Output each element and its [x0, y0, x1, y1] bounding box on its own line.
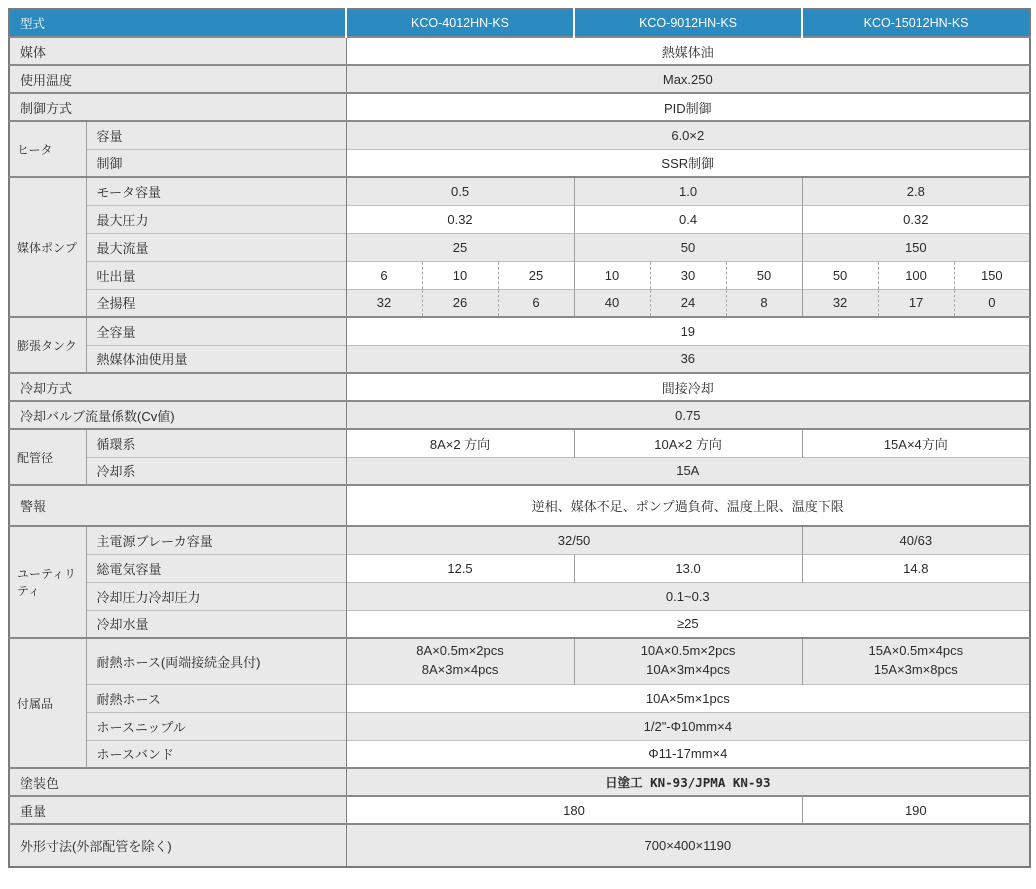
row-weight [9, 796, 1030, 824]
value-cell: 100 [878, 261, 954, 289]
row-utility-electric [9, 554, 1030, 582]
value-cell [346, 638, 574, 684]
row-label: 全容量 [86, 317, 346, 345]
row-label: 最大流量 [86, 233, 346, 261]
row-label: 容量 [86, 121, 346, 149]
model-header-2: KCO-9012HN-KS [574, 9, 802, 37]
row-label: 循環系 [86, 429, 346, 457]
value-cell: 間接冷却 [346, 373, 1030, 401]
row-accessories-hose [9, 684, 1030, 712]
value-cell: 24 [650, 289, 726, 317]
value-cell: 15A [346, 457, 1030, 485]
value-cell: 逆相、媒体不足、ポンプ過負荷、温度上限、温度下限 [346, 485, 1030, 526]
value-cell: 25 [498, 261, 574, 289]
value-cell: 150 [802, 233, 1030, 261]
row-tank-oil [9, 345, 1030, 373]
value-cell: 32/50 [346, 526, 802, 554]
row-media [9, 37, 1030, 65]
row-utility-water [9, 610, 1030, 638]
row-temperature [9, 65, 1030, 93]
value-cell [802, 638, 1030, 684]
row-pump-discharge [9, 261, 1030, 289]
value-cell: 10 [422, 261, 498, 289]
row-accessories-band [9, 740, 1030, 768]
row-label: 塗装色 [9, 768, 346, 796]
value-cell: 26 [422, 289, 498, 317]
row-label: 耐熱ホース [86, 684, 346, 712]
value-cell: 40/63 [802, 526, 1030, 554]
row-label: ホースニップル [86, 712, 346, 740]
row-label: 吐出量 [86, 261, 346, 289]
value-cell: 14.8 [802, 554, 1030, 582]
value-cell: 19 [346, 317, 1030, 345]
value-cell: 30 [650, 261, 726, 289]
group-label-piping: 配管径 [9, 429, 86, 485]
value-line: 10A×0.5m×2pcs [640, 643, 736, 659]
value-cell: 180 [346, 796, 802, 824]
group-label-pump: 媒体ポンプ [9, 177, 86, 317]
value-line: 15A×0.5m×4pcs [868, 643, 964, 659]
row-label: 外形寸法(外部配管を除く) [9, 824, 346, 867]
row-utility-breaker [9, 526, 1030, 554]
value-cell: 40 [574, 289, 650, 317]
value-cell: 10A×2 方向 [574, 429, 802, 457]
value-cell: 12.5 [346, 554, 574, 582]
row-label: モータ容量 [86, 177, 346, 205]
row-label: 耐熱ホース(両端接続金具付) [86, 638, 346, 684]
row-label: 熱媒体油使用量 [86, 345, 346, 373]
row-label: 冷却系 [86, 457, 346, 485]
row-heater-control [9, 149, 1030, 177]
row-label: 冷却水量 [86, 610, 346, 638]
value-cell: 17 [878, 289, 954, 317]
row-alarm [9, 485, 1030, 526]
row-accessories-nipple [9, 712, 1030, 740]
value-cell: 10A×5m×1pcs [346, 684, 1030, 712]
row-label: 総電気容量 [86, 554, 346, 582]
value-cell: 日塗工 KN-93/JPMA KN-93 [346, 768, 1030, 796]
row-accessories-hose-fitted [9, 638, 1030, 684]
row-label: 警報 [9, 485, 346, 526]
value-cell: 50 [802, 261, 878, 289]
value-cell: 0.5 [346, 177, 574, 205]
row-pump-max-flow [9, 233, 1030, 261]
row-label: 使用温度 [9, 65, 346, 93]
row-pump-max-pressure [9, 205, 1030, 233]
value-cell: 25 [346, 233, 574, 261]
value-cell: 6.0×2 [346, 121, 1030, 149]
row-heater-capacity [9, 121, 1030, 149]
value-cell: 6 [346, 261, 422, 289]
value-cell: 700×400×1190 [346, 824, 1030, 867]
row-label: 最大圧力 [86, 205, 346, 233]
value-cell: 熱媒体油 [346, 37, 1030, 65]
value-line: 10A×3m×4pcs [646, 662, 730, 678]
value-cell: 6 [498, 289, 574, 317]
group-label-heater: ヒータ [9, 121, 86, 177]
row-label: 全揚程 [86, 289, 346, 317]
header-row [9, 9, 1030, 37]
value-cell: 0.32 [802, 205, 1030, 233]
value-cell: 13.0 [574, 554, 802, 582]
value-cell: ≥25 [346, 610, 1030, 638]
model-header-1: KCO-4012HN-KS [346, 9, 574, 37]
row-label: 重量 [9, 796, 346, 824]
value-cell: SSR制御 [346, 149, 1030, 177]
value-cell: 32 [802, 289, 878, 317]
group-label-tank: 膨張タンク [9, 317, 86, 373]
value-line: 15A×3m×8pcs [873, 662, 958, 678]
value-cell: 8 [726, 289, 802, 317]
row-cv-value [9, 401, 1030, 429]
spec-table [8, 8, 1031, 868]
value-cell: Max.250 [346, 65, 1030, 93]
value-cell: 0.4 [574, 205, 802, 233]
value-cell: 150 [954, 261, 1030, 289]
row-utility-pressure [9, 582, 1030, 610]
row-dimensions [9, 824, 1030, 867]
value-cell: 1.0 [574, 177, 802, 205]
row-piping-circulation [9, 429, 1030, 457]
value-line: 8A×0.5m×2pcs [416, 643, 504, 659]
row-cooling-method [9, 373, 1030, 401]
value-line: 8A×3m×4pcs [421, 662, 499, 678]
row-label: 制御方式 [9, 93, 346, 121]
value-cell: 10 [574, 261, 650, 289]
value-cell: 0.75 [346, 401, 1030, 429]
value-cell: 8A×2 方向 [346, 429, 574, 457]
row-tank-total [9, 317, 1030, 345]
row-label: 冷却圧力冷却圧力 [86, 582, 346, 610]
value-cell: 0 [954, 289, 1030, 317]
value-cell: 50 [574, 233, 802, 261]
model-header-3: KCO-15012HN-KS [802, 9, 1030, 37]
row-label: ホースバンド [86, 740, 346, 768]
row-label: 冷却方式 [9, 373, 346, 401]
model-column-title: 型式 [9, 9, 346, 37]
row-pump-motor [9, 177, 1030, 205]
value-cell [574, 638, 802, 684]
group-label-accessories: 付属品 [9, 638, 86, 768]
value-cell: 0.1~0.3 [346, 582, 1030, 610]
row-piping-cooling [9, 457, 1030, 485]
value-cell: 190 [802, 796, 1030, 824]
value-cell: 0.32 [346, 205, 574, 233]
value-cell: PID制御 [346, 93, 1030, 121]
row-control-method [9, 93, 1030, 121]
row-label: 制御 [86, 149, 346, 177]
value-cell: 2.8 [802, 177, 1030, 205]
value-cell: 32 [346, 289, 422, 317]
row-paint-color [9, 768, 1030, 796]
value-cell: 50 [726, 261, 802, 289]
row-pump-head [9, 289, 1030, 317]
value-cell: 1/2"-Φ10mm×4 [346, 712, 1030, 740]
row-label: 媒体 [9, 37, 346, 65]
value-cell: 36 [346, 345, 1030, 373]
value-cell: Φ11-17mm×4 [346, 740, 1030, 768]
value-cell: 15A×4方向 [802, 429, 1030, 457]
row-label: 冷却バルブ流量係数(Cv値) [9, 401, 346, 429]
row-label: 主電源ブレーカ容量 [86, 526, 346, 554]
group-label-utility: ユーティリティ [9, 526, 86, 638]
